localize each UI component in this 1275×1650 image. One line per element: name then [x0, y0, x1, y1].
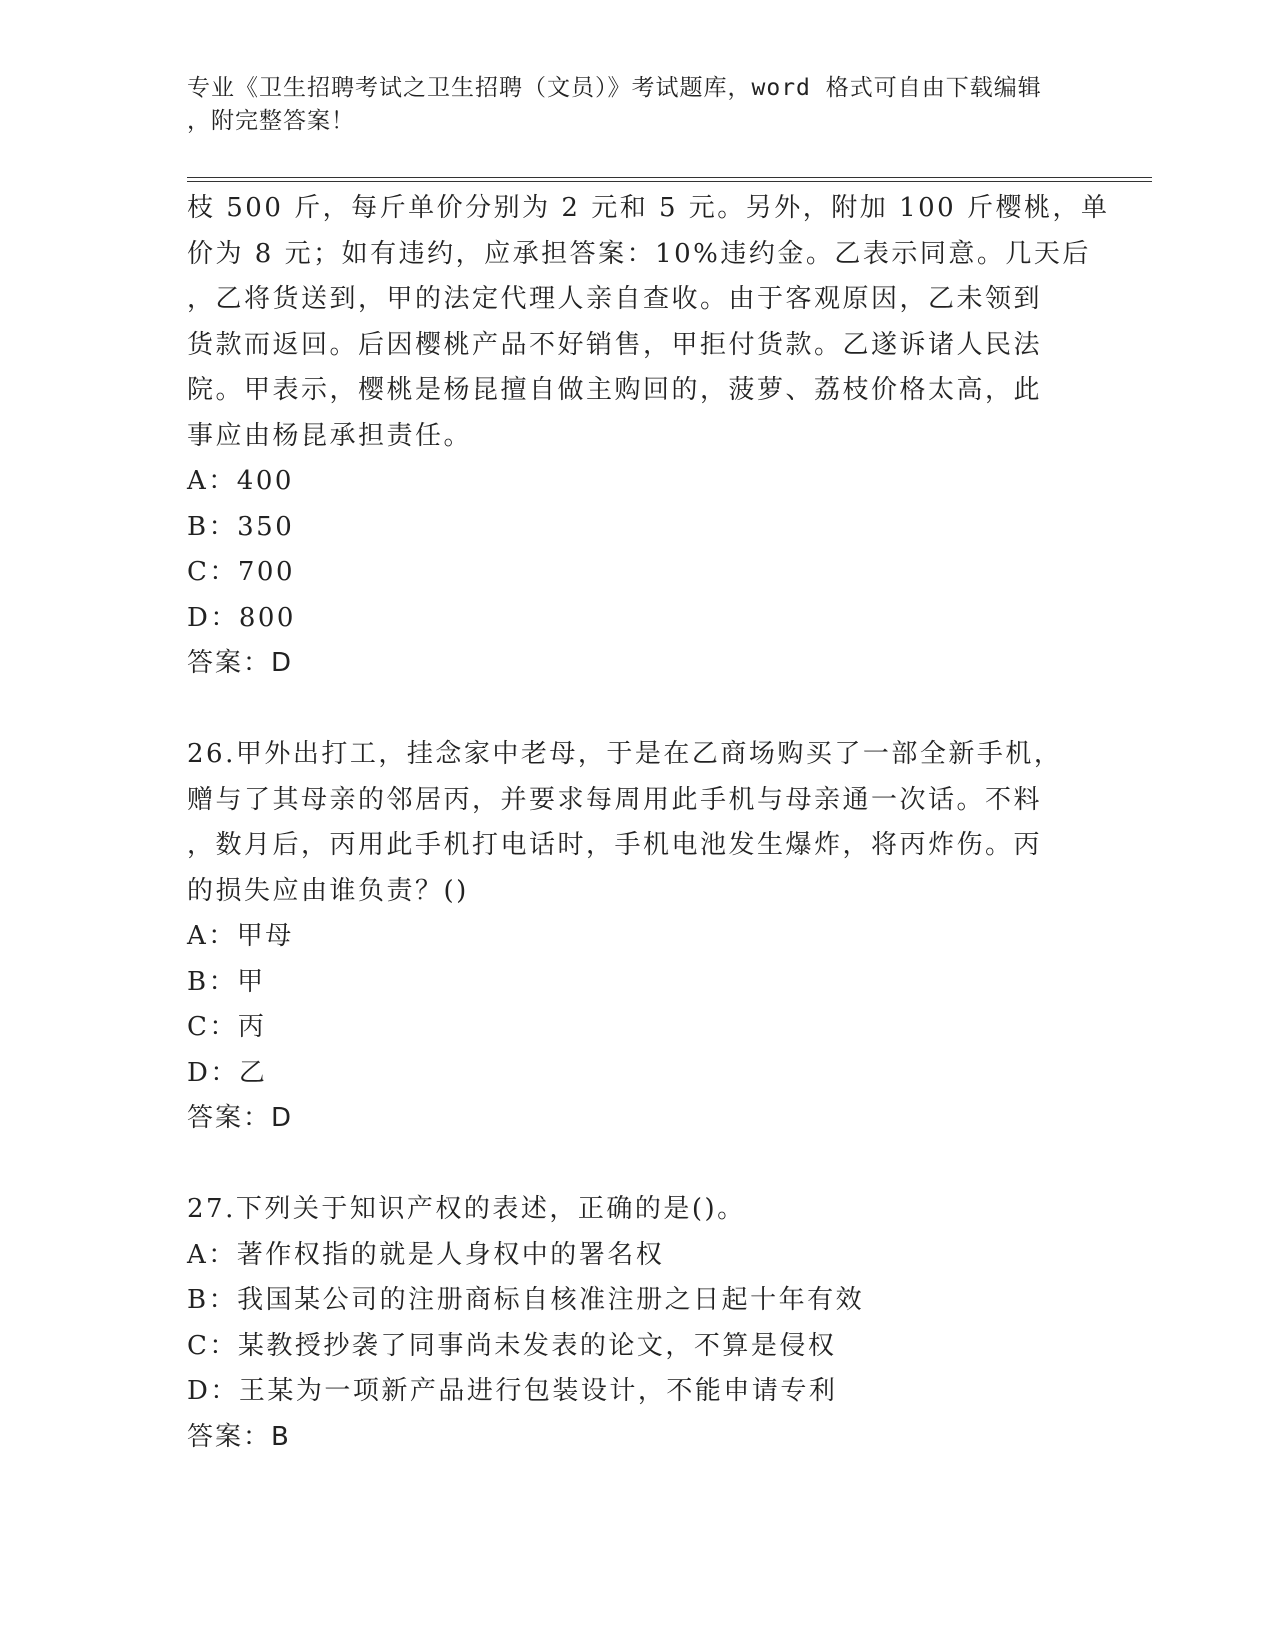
option-b: B：甲 — [187, 966, 266, 997]
option-c: C：丙 — [187, 1012, 267, 1042]
header-line-2: ，附完整答案！ — [187, 108, 355, 134]
spacer — [187, 687, 1087, 733]
answer-line: 答案：D — [187, 1103, 294, 1133]
question-27 — [187, 1187, 1087, 1460]
option-a: A：400 — [187, 466, 294, 496]
question-25 — [187, 186, 1110, 687]
header-double-rule — [187, 177, 1152, 182]
question-stem-line: 货款而返回。后因樱桃产品不好销售，甲拒付货款。乙遂诉诸人民法 — [187, 329, 1043, 360]
question-stem-line: 枝 500 斤，每斤单价分别为 2 元和 5 元。另外，附加 100 斤樱桃，单 — [187, 193, 1110, 223]
question-stem-line: 赠与了其母亲的邻居丙，并要求每周用此手机与母亲通一次话。不料 — [187, 784, 1043, 815]
option-c: C：某教授抄袭了同事尚未发表的论文，不算是侵权 — [187, 1330, 837, 1361]
option-a: A：著作权指的就是人身权中的署名权 — [187, 1239, 665, 1270]
option-b: B：350 — [187, 511, 295, 542]
header-line-1: 专业《卫生招聘考试之卫生招聘（文员）》考试题库，word 格式可自由下载编辑 — [187, 75, 1042, 101]
question-26 — [187, 732, 1087, 1142]
answer-line: 答案：B — [187, 1421, 291, 1452]
page-header — [187, 72, 1067, 138]
option-d: D：王某为一项新产品进行包装设计，不能申请专利 — [187, 1376, 838, 1406]
question-stem-line: 27.下列关于知识产权的表述，正确的是()。 — [187, 1194, 746, 1224]
option-b: B：我国某公司的注册商标自核准注册之日起十年有效 — [187, 1285, 865, 1315]
answer-line: 答案：D — [187, 648, 294, 678]
question-stem-line: 院。甲表示，樱桃是杨昆擅自做主购回的，菠萝、荔枝价格太高，此 — [187, 375, 1043, 405]
spacer — [187, 1142, 1087, 1188]
question-stem-line: 的损失应由谁负责？() — [187, 875, 469, 906]
option-d: D：乙 — [187, 1057, 268, 1088]
question-stem-line: ，数月后，丙用此手机打电话时，手机电池发生爆炸，将丙炸伤。丙 — [187, 830, 1043, 860]
question-stem-line: 事应由杨昆承担责任。 — [187, 420, 473, 451]
question-stem-line: 26.甲外出打工，挂念家中老母，于是在乙商场购买了一部全新手机， — [187, 739, 1063, 769]
document-body — [187, 186, 1110, 1460]
question-stem-line: 价为 8 元；如有违约，应承担答案：10%违约金。乙表示同意。几天后 — [187, 238, 1091, 269]
option-c: C：700 — [187, 557, 296, 587]
option-a: A：甲母 — [187, 921, 294, 951]
question-stem-line: ，乙将货送到，甲的法定代理人亲自查收。由于客观原因，乙未领到 — [187, 284, 1043, 314]
option-d: D：800 — [187, 602, 296, 633]
